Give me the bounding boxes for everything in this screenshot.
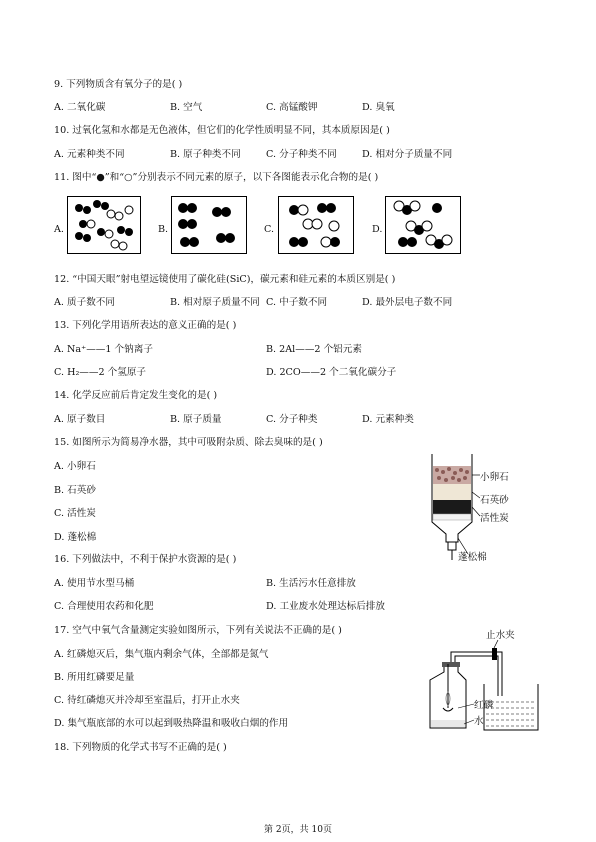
q10-stem: 10. 过氧化氢和水都是无色液体，但它们的化学性质明显不同，其本质原因是( ): [54, 125, 390, 136]
q13-option-a: A. Na⁺——1 个钠离子: [54, 344, 153, 355]
q17-option-b: B. 所用红磷要足量: [54, 672, 135, 683]
q10-option-c: C. 分子种类不同: [266, 149, 337, 160]
q12-stem: 12. “中国天眼”射电望远镜使用了碳化硅(SiC)，碳元素和硅元素的本质区别是( ): [54, 274, 396, 285]
q11-label-c: C.: [264, 224, 275, 235]
q9-option-c: C. 高锰酸钾: [266, 102, 318, 113]
q12-option-a: A. 质子数不同: [54, 297, 115, 308]
q9-option-b: B. 空气: [170, 102, 203, 113]
q16-option-b: B. 生活污水任意排放: [266, 578, 356, 589]
figure-label-pebbles: 小卵石: [480, 472, 509, 483]
oxygen-measurement-apparatus: [426, 636, 546, 736]
figure-label-activated-carbon: 活性炭: [480, 513, 509, 524]
water-filter-diagram: [428, 450, 480, 562]
q14-option-b: B. 原子质量: [170, 414, 222, 425]
q14-option-d: D. 元素种类: [362, 414, 414, 425]
q11-label-b: B.: [158, 224, 169, 235]
q15-stem: 15. 如图所示为简易净水器，其中可吸附杂质、除去臭味的是( ): [54, 437, 323, 448]
q16-option-c: C. 合理使用农药和化肥: [54, 601, 154, 612]
q16-option-a: A. 使用节水型马桶: [54, 578, 135, 589]
figure-label-quartz-sand: 石英砂: [480, 495, 509, 506]
q14-option-c: C. 分子种类: [266, 414, 318, 425]
q9-stem: 9. 下列物质含有氧分子的是( ): [54, 79, 183, 90]
q13-option-b: B. 2Al——2 个铝元素: [266, 344, 362, 355]
figure-label-water: 水: [474, 716, 484, 727]
q9-option-a: A. 二氧化碳: [54, 102, 106, 113]
page-footer: 第 2页，共 10页: [264, 825, 332, 835]
q10-option-a: A. 元素种类不同: [54, 149, 125, 160]
q14-stem: 14. 化学反应前后肯定发生变化的是( ): [54, 390, 218, 401]
q17-option-a: A. 红磷熄灭后，集气瓶内剩余气体，全部都是氮气: [54, 649, 269, 660]
q12-option-d: D. 最外层电子数不同: [362, 297, 453, 308]
q11-stem: 11. 图中“●”和“○”分别表示不同元素的原子，以下各图能表示化合物的是( ): [54, 172, 379, 183]
q18-stem: 18. 下列物质的化学式书写不正确的是( ): [54, 742, 227, 753]
q12-option-c: C. 中子数不同: [266, 297, 328, 308]
q11-box-b: [171, 196, 247, 254]
q16-stem: 16. 下列做法中，不利于保护水资源的是( ): [54, 554, 237, 565]
q15-option-b: B. 石英砂: [54, 485, 96, 496]
q14-option-a: A. 原子数目: [54, 414, 106, 425]
q13-option-d: D. 2CO——2 个二氧化碳分子: [266, 367, 397, 378]
q15-option-d: D. 蓬松棉: [54, 532, 97, 543]
figure-label-red-phosphorus: 红磷: [474, 700, 494, 711]
q15-option-c: C. 活性炭: [54, 508, 96, 519]
q11-box-c: [278, 196, 354, 254]
figure-label-cotton: 蓬松棉: [458, 552, 487, 563]
q10-option-b: B. 原子种类不同: [170, 149, 241, 160]
q11-box-d: [385, 196, 461, 254]
q11-label-a: A.: [54, 224, 64, 235]
q11-label-d: D.: [372, 224, 383, 235]
q9-option-d: D. 臭氧: [362, 102, 395, 113]
q15-option-a: A. 小卵石: [54, 461, 96, 472]
q17-option-c: C. 待红磷熄灭并冷却至室温后，打开止水夹: [54, 695, 240, 706]
q17-option-d: D. 集气瓶底部的水可以起到吸热降温和吸收白烟的作用: [54, 718, 289, 729]
figure-label-clip: 止水夹: [486, 630, 515, 641]
q16-option-d: D. 工业废水处理达标后排放: [266, 601, 385, 612]
q10-option-d: D. 相对分子质量不同: [362, 149, 453, 160]
q13-option-c: C. H₂——2 个氢原子: [54, 367, 147, 378]
q12-option-b: B. 相对原子质量不同: [170, 297, 260, 308]
q11-box-a: [67, 196, 141, 254]
q13-stem: 13. 下列化学用语所表达的意义正确的是( ): [54, 320, 237, 331]
q17-stem: 17. 空气中氧气含量测定实验如图所示，下列有关说法不正确的是( ): [54, 625, 342, 636]
